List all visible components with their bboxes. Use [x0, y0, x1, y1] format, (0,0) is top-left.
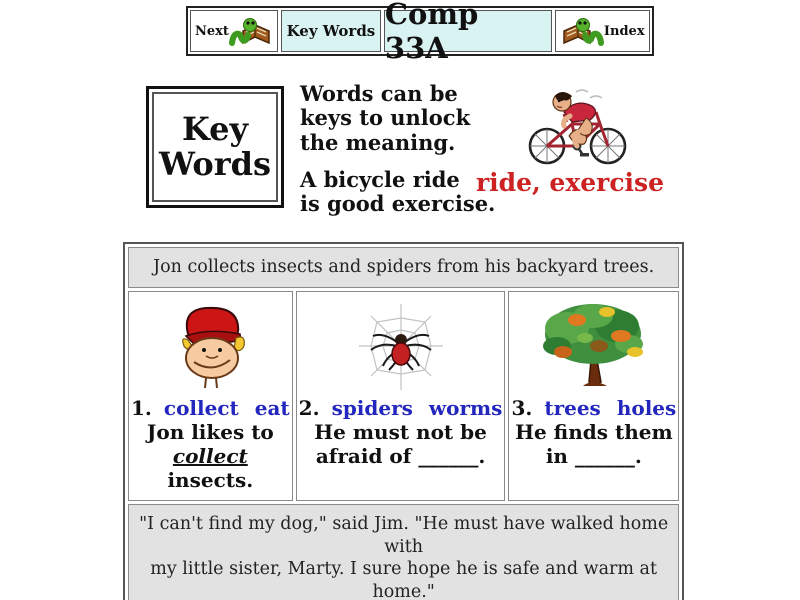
example-line1: A bicycle ride — [300, 167, 460, 193]
page-title — [384, 0, 552, 65]
index-button[interactable] — [555, 10, 650, 52]
passage-2 — [128, 504, 679, 600]
passage-2-line2: my little sister, Marty. I sure hope he is safe and warm at home." — [150, 559, 657, 600]
example-line2: is good exercise. — [300, 191, 496, 217]
explanation-line1: Words can be — [300, 81, 458, 106]
answer-keywords: ride, exercise — [475, 168, 665, 197]
item-1-line2-rest: insects. — [167, 467, 254, 492]
item-1-choice-a[interactable]: collect — [163, 395, 239, 420]
item-2-choice-b[interactable]: worms — [428, 395, 503, 420]
next-label: Next — [195, 23, 229, 39]
key-words-box-line1: Key — [181, 110, 249, 149]
next-button[interactable] — [190, 10, 278, 52]
item-3-line2: in ______. — [545, 443, 642, 468]
explanation-line2: keys to unlock — [300, 105, 471, 131]
bookworm-icon — [229, 9, 273, 53]
index-label: Index — [603, 23, 645, 39]
key-words-box — [146, 86, 284, 208]
item-1-choice-b[interactable]: eat — [254, 395, 290, 420]
item-1-answer-word: collect — [172, 443, 248, 468]
page-title-text: Comp 33A — [384, 0, 479, 65]
item-1-line2 — [131, 444, 290, 492]
autumn-tree-icon — [511, 296, 676, 394]
passage-2-line1: "I can't find my dog," said Jim. "He must have walked home with — [139, 513, 669, 557]
bookworm-icon — [560, 9, 604, 53]
explanation-line3: the meaning. — [300, 129, 456, 155]
nav-section-label — [281, 10, 381, 52]
item-2-line2: afraid of ______. — [315, 443, 486, 468]
passage-1: Jon collects insects and spiders from his backyard trees. — [128, 247, 679, 288]
keywords-nav-label: Key Words — [286, 22, 376, 40]
item-2-number: 2. — [298, 395, 320, 420]
item-2-cell[interactable] — [296, 291, 506, 501]
boy-red-cap-icon — [131, 296, 290, 394]
item-3-choice-b[interactable]: holes — [616, 395, 677, 420]
key-words-box-line2: Words — [159, 145, 271, 183]
bicycle-rider-icon — [520, 76, 632, 172]
item-3-line1: He finds them — [515, 419, 673, 444]
item-1-line1: Jon likes to — [146, 419, 274, 444]
item-3-number: 3. — [511, 395, 533, 420]
item-1-cell[interactable] — [128, 291, 293, 501]
nav-bar — [186, 0, 654, 65]
item-3-cell[interactable] — [508, 291, 679, 501]
item-1-number: 1. — [131, 395, 152, 420]
item-2-line1: He must not be — [314, 419, 487, 444]
worksheet-table — [123, 242, 684, 600]
item-3-choice-a[interactable]: trees — [544, 395, 601, 420]
spider-web-icon — [299, 296, 503, 394]
item-2-choice-a[interactable]: spiders — [331, 395, 413, 420]
